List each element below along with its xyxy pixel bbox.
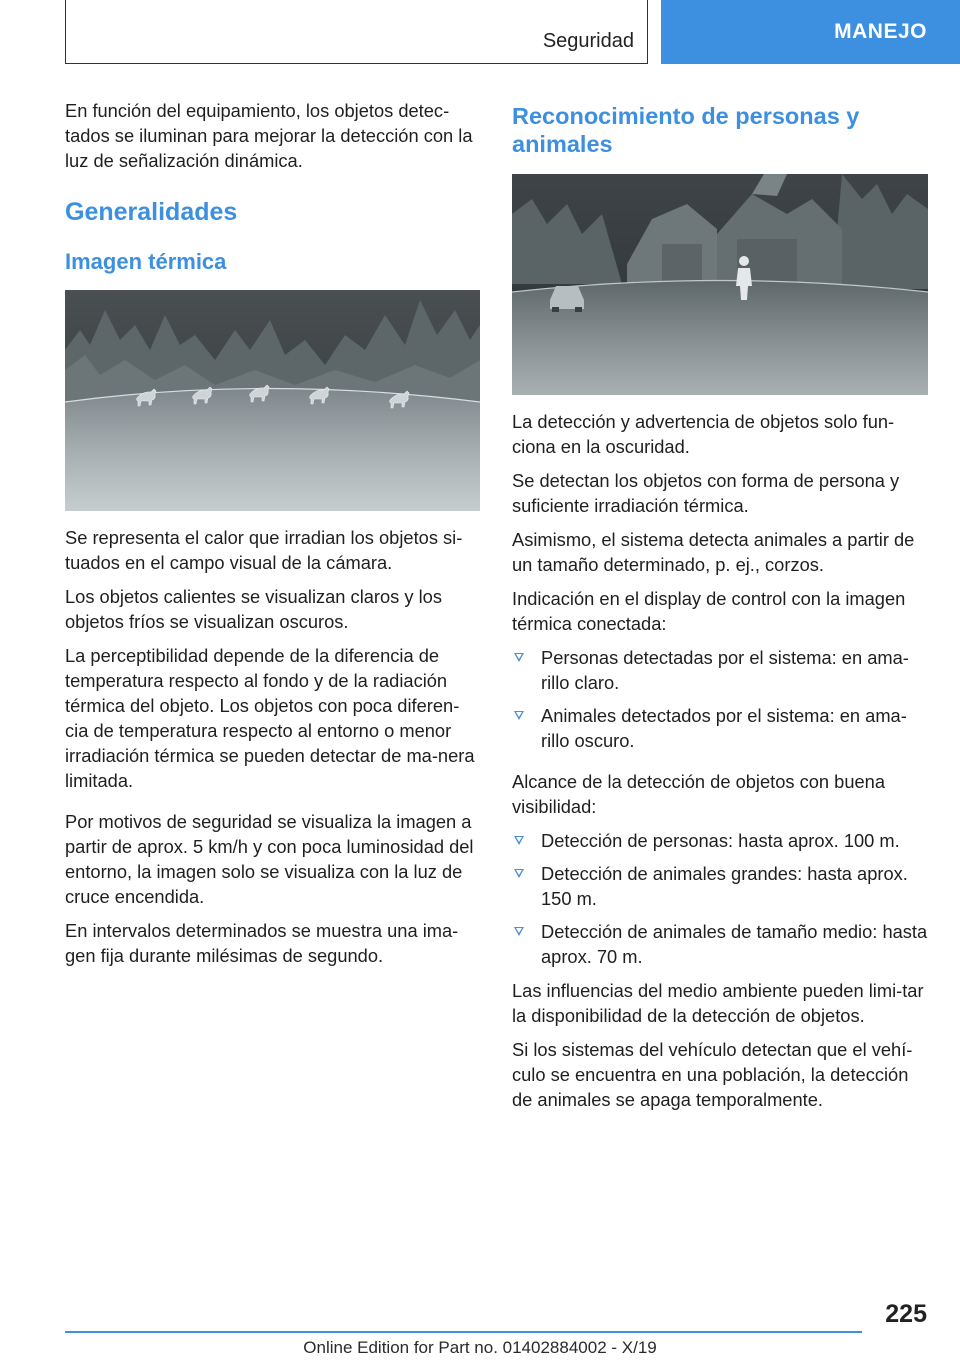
footer-divider xyxy=(65,1331,862,1333)
thermal-image-figure xyxy=(65,290,480,511)
list-item: Detección de animales de tamaño medio: hasta aprox. 70 m. xyxy=(512,919,928,969)
paragraph-still-image: En intervalos determinados se muestra una ima-gen fija durante milésimas de segundo. xyxy=(65,920,459,966)
footer-edition: Online Edition for Part no. 01402884002 - X/19 xyxy=(303,1338,657,1357)
chapter-label: MANEJO xyxy=(834,20,927,43)
list-item: Personas detectadas por el sistema: en ama-rillo claro. xyxy=(512,645,928,695)
paragraph-heat: Se representa el calor que irradian los objetos si-tuados en el campo visual de la cámara. xyxy=(65,527,463,573)
page-number: 225 xyxy=(885,1300,927,1328)
header-section-title: Seguridad xyxy=(542,30,634,52)
section-heading: Generalidades xyxy=(65,198,238,226)
list-item: Detección de animales grandes: hasta aprox. 150 m. xyxy=(512,861,928,911)
triangle-bullet-icon xyxy=(514,836,524,845)
paragraph-environment: Las influencias del medio ambiente pueden limi-tar la disponibilidad de la detección de objetos. xyxy=(512,980,924,1026)
paragraph-perceptibility: La perceptibilidad depende de la diferencia de temperatura respecto al fondo y de la radiación térmica del objeto. Los objetos con poca diferen-cia de temperatura respecto al entorno o menor irradiación térmica se pueden detectar de ma-nera limitada. xyxy=(65,645,475,791)
recognition-figure xyxy=(512,174,928,395)
triangle-bullet-icon xyxy=(514,711,524,720)
paragraph-animals: Asimismo, el sistema detecta animales a partir de un tamaño determinado, p. ej., corzos. xyxy=(512,529,915,575)
paragraph-display-indication: Indicación en el display de control con la imagen térmica conectada: xyxy=(512,588,906,634)
triangle-bullet-icon xyxy=(514,869,524,878)
paragraph-safety: Por motivos de seguridad se visualiza la imagen a partir de aprox. 5 km/h y con poca luminosidad del entorno, la imagen solo se visualiza con la luz de cruce encendida. xyxy=(65,811,474,907)
subsection-heading: Imagen térmica xyxy=(65,249,227,274)
range-list xyxy=(512,828,928,969)
thermal-animals-illustration xyxy=(65,290,480,511)
paragraph-hot-cold: Los objetos calientes se visualizan claros y los objetos fríos se visualizan oscuros. xyxy=(65,586,442,632)
paragraph-darkness: La detección y advertencia de objetos solo fun-ciona en la oscuridad. xyxy=(512,411,895,457)
triangle-bullet-icon xyxy=(514,653,524,662)
header-chapter-tab xyxy=(661,0,960,64)
list-item: Animales detectados por el sistema: en ama-rillo oscuro. xyxy=(512,703,928,753)
recognition-heading: Reconocimiento de personas y animales xyxy=(512,103,860,157)
indication-list xyxy=(512,645,928,753)
triangle-bullet-icon xyxy=(514,927,524,936)
intro-paragraph: En función del equipamiento, los objetos detec-tados se iluminan para mejorar la detección con la luz de señalización dinámica. xyxy=(65,100,473,171)
right-column xyxy=(512,98,928,1121)
paragraph-person-shape: Se detectan los objetos con forma de persona y suficiente irradiación térmica. xyxy=(512,470,900,516)
paragraph-range: Alcance de la detección de objetos con buena visibilidad: xyxy=(512,771,886,817)
thermal-person-illustration xyxy=(512,174,928,395)
list-item: Detección de personas: hasta aprox. 100 m. xyxy=(512,828,928,853)
paragraph-urban-area: Si los sistemas del vehículo detectan que el vehí-culo se encuentra en una población, la detección de animales se apaga temporalmente. xyxy=(512,1039,913,1110)
left-column xyxy=(65,98,480,977)
